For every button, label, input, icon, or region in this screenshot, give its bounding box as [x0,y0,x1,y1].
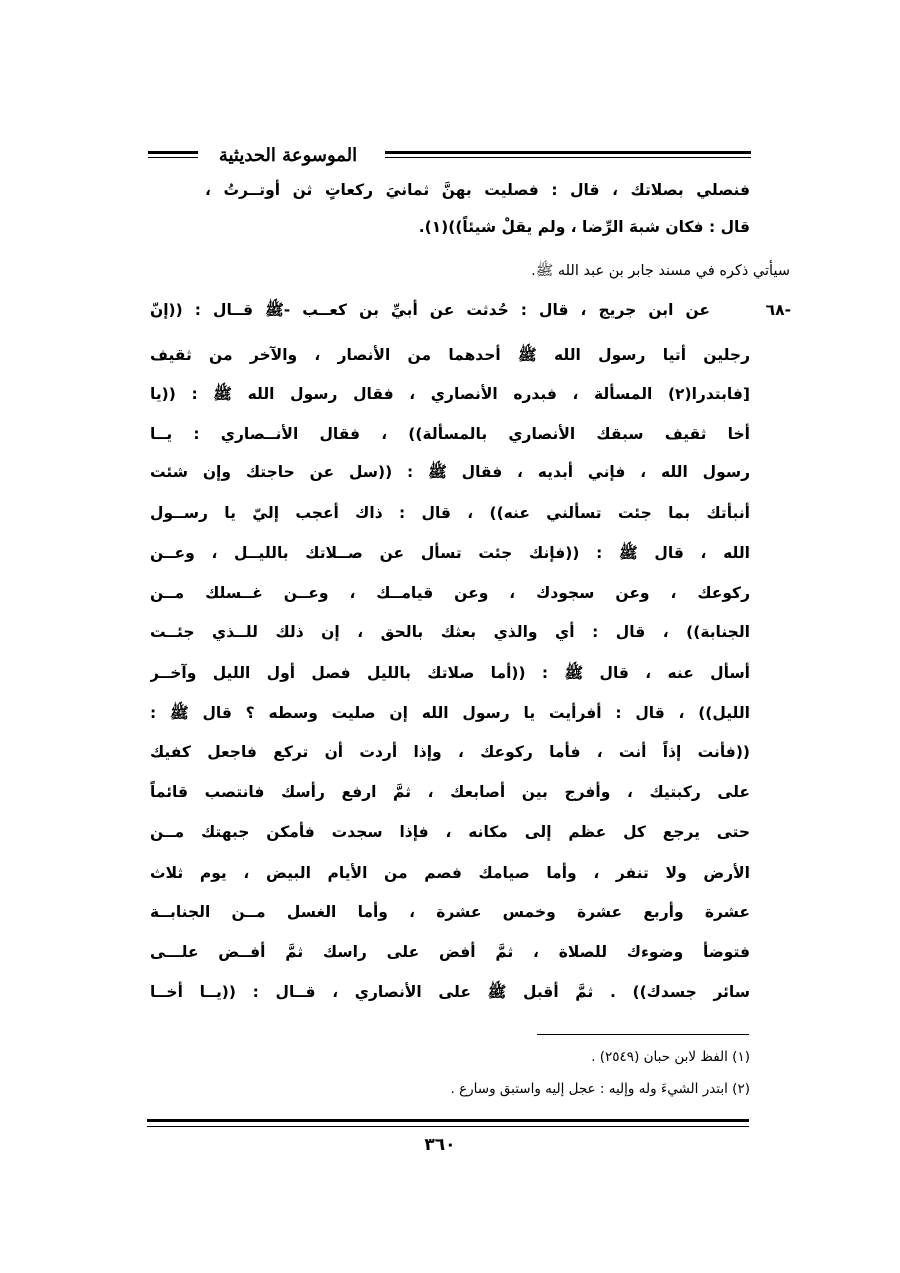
text-line: [فابتدرا(٢) المسألة ، فبدره الأنصاري ، فقال رسول الله ﷺ : ((يا [150,385,750,403]
text-line: أخا ثقيف سبقك الأنصاري بالمسألة)) ، فقال الأنــصاري : يــا [150,425,750,443]
header-rule-left-thin [148,157,198,158]
text-line: الله ، قال ﷺ : ((فإنك جئت تسأل عن صــلاتك بالليــل ، وعــن [150,544,750,562]
footnote: (٢) ابتدر الشيءَ وله وإليه : عجل إليه واستبق وسارع . [450,1081,750,1097]
header-title: الموسوعة الحديثية [218,145,358,166]
text-line: فتوضأ وضوءك للصلاة ، ثمَّ أفض على راسك ثمَّ أفــض علـــى [150,943,750,961]
hadith-number: ٦٨- [765,301,791,319]
text-line: على ركبتيك ، وأفرج بين أصابعك ، ثمَّ ارفع رأسك فانتصب قائماً [150,783,750,801]
text-line: سيأتي ذكره في مسند جابر بن عبد الله ﷺ. [531,263,790,279]
text-line: قال : فكان شبهَ الرِّضا ، ولم يقلْ شيئاً))(١). [418,218,750,236]
header-rule-right-thin [385,157,751,158]
text-line: عن ابن جريج ، قال : حُدثت عن أبيِّ بن كعــب -ﷺ قــال : ((إنّ [150,301,710,319]
text-line: ((فأنت إذاً أنت ، فأما ركوعك ، وإذا أردت أن تركع فاجعل كفيك [150,743,750,761]
text-line: ركوعك ، وعن سجودك ، وعن قيامــك ، وعــن غــسلك مــن [150,584,750,602]
text-line: فنصلي بصلاتك ، قال : فصليت بهنَّ ثمانيَ ركعاتٍ ثن أوتــرتُ ، [205,181,750,199]
text-line: الجنابة)) ، قال : أي والذي بعثك بالحق ، إن ذلك للــذي جئــت [150,623,750,641]
footnote: (١) الفظ لابن حبان (٢٥٤٩) . [591,1049,750,1065]
footer-rule-thick [147,1119,749,1122]
text-line: سائر جسدك)) . ثمَّ أقبل ﷺ على الأنصاري ، قــال : ((يــا أخــا [150,983,750,1001]
footnote-separator [537,1034,749,1035]
header-rule-right [385,151,751,154]
text-line: رسول الله ، فإني أبديه ، فقال ﷺ : ((سل عن حاجتك وإن شئت [150,463,750,481]
page-number: ٣٦٠ [424,1135,456,1155]
footer-rule-thin [147,1126,749,1127]
text-line: أسأل عنه ، قال ﷺ : ((أما صلاتك بالليل فصل أول الليل وآخــر [150,664,750,682]
text-line: الأرض ولا تنفر ، وأما صيامك فصم من الأيام البيض ، يوم ثلاث [150,864,750,882]
text-line: عشرة وأربع عشرة وخمس عشرة ، وأما الغسل مــن الجنابــة [150,903,750,921]
text-line: أنبأتك بما جئت تسألني عنه)) ، قال : ذاك أعجب إليّ يا رســول [150,504,750,522]
header-rule-left [148,151,198,154]
text-line: حتى يرجع كل عظم إلى مكانه ، فإذا سجدت فأمكن جبهتك مــن [150,823,750,841]
text-line: رجلين أتيا رسول الله ﷺ أحدهما من الأنصار ، والآخر من ثقيف [150,346,750,364]
text-line: الليل)) ، قال : أفرأيت يا رسول الله إن صليت وسطه ؟ قال ﷺ : [150,704,750,722]
